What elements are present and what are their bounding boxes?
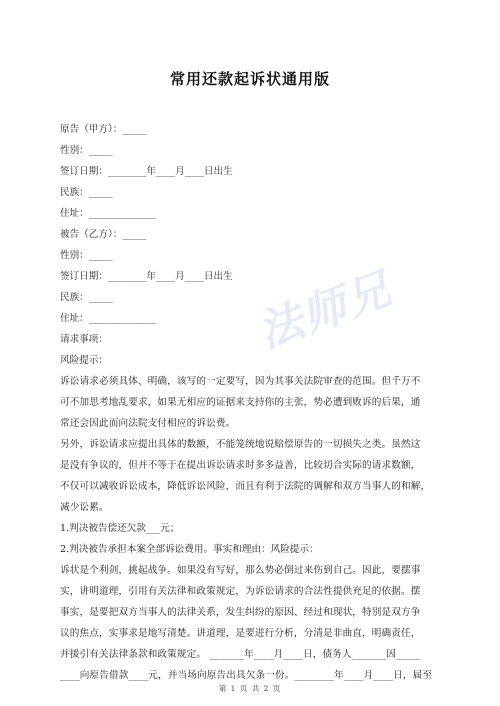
risk-notice-heading: 风险提示： [60, 355, 108, 366]
paragraph-line: 诉讼请求必须具体、明确，该写的一定要写，因为其事关法院审查的范围。但千万不 [60, 376, 421, 387]
paragraph-line: 是没有争议的，但并不等于在提出诉讼请求时多多益善，比较切合实际的请求数额， [60, 460, 421, 471]
plaintiff-gender-line: 性别：_____ [60, 145, 113, 156]
paragraph-claims-amount [60, 434, 438, 518]
plaintiff-ethnicity-line: 民族：_____ [60, 187, 113, 198]
paragraph-line: 可不加思考地乱要求，如果无相应的证据来支持你的主张，势必遭到败诉的后果，通 [60, 397, 421, 408]
paragraph-line: 事实，是要把双方当事人的法律关系，发生纠纷的原因、经过和现状，特别是双方争 [60, 607, 421, 618]
page-footer: 第 1 页 共 2 页 [218, 684, 282, 693]
defendant-gender-line: 性别：_____ [60, 250, 113, 261]
plaintiff-name-line: 原告（甲方）：_____ [60, 124, 147, 135]
paragraph-line: 减少讼累。 [60, 502, 109, 513]
paragraph-line: 实，讲明道理，引用有关法律和政策规定，为诉讼请求的合法性提供充足的依据。摆 [60, 586, 421, 597]
paragraph-line: ____向原告借款____元，并当场向原告出具欠条一份。________年____月____日，届至 [60, 670, 433, 681]
defendant-name-line: 被告（乙方）：_____ [60, 229, 147, 240]
claim-item-2: 2.判决被告承担本案全部诉讼费用。事实和理由：风险提示： [60, 544, 319, 555]
defendant-ethnicity-line: 民族：_____ [60, 292, 113, 303]
paragraph-facts-reasons [60, 560, 438, 686]
plaintiff-address-line: 住址：______________ [60, 208, 156, 219]
defendant-address-line: 住址：______________ [60, 313, 156, 324]
document-body [60, 119, 438, 686]
paragraph-line: 并援引有关法律条款和政策规定。 _______年____月____日，债务人_______因_____ [60, 649, 421, 660]
paragraph-line: 不仅可以减收诉讼成本，降低诉讼风险，而且有利于法院的调解和双方当事人的和解， [60, 481, 431, 492]
paragraph-line: 另外，诉讼请求应提出具体的数额，不能笼统地说赔偿原告的一切损失之类。虽然这 [60, 439, 421, 450]
defendant-date-line: 签订日期：________年____月____日出生 [60, 271, 233, 282]
plaintiff-date-line: 签订日期：________年____月____日出生 [60, 166, 233, 177]
watermark-logo: 法师兄 [251, 263, 399, 359]
paragraph-line: 议的焦点，实事求是地写清楚。讲道理，是要进行分析，分清是非曲直，明确责任， [60, 628, 421, 639]
document-title: 常用还款起诉状通用版 [169, 70, 330, 88]
paragraph-line: 常还会因此而向法院支付相应的诉讼费。 [60, 418, 236, 429]
claims-heading: 请求事项： [60, 334, 108, 345]
paragraph-claims-specific [60, 371, 438, 434]
claim-item-1: 1.判决被告偿还欠款___元； [60, 523, 180, 534]
paragraph-line: 诉状是个利剑，挑起战争。如果没有写好，那么势必倒过来伤到自己。因此，要摆事 [60, 565, 421, 576]
